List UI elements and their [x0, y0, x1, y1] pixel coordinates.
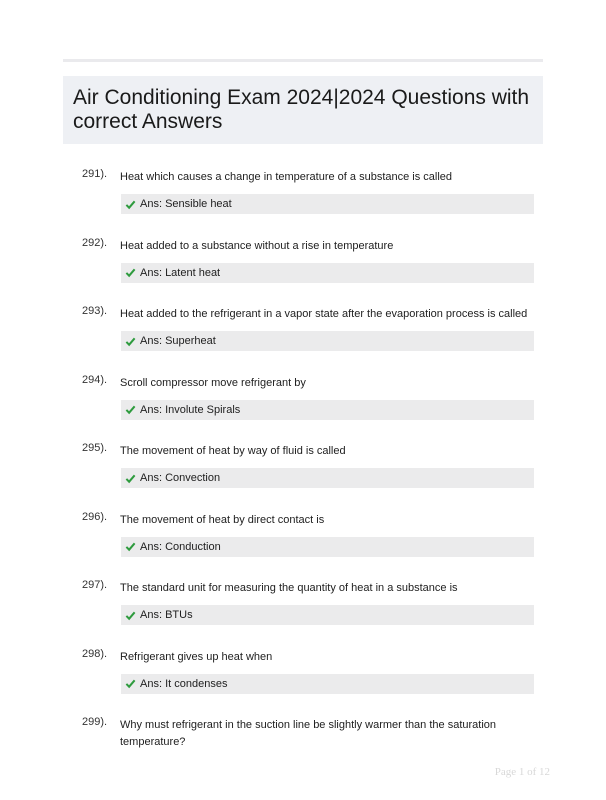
- checkmark-icon: [125, 267, 136, 278]
- question-text: The movement of heat by way of fluid is called: [120, 445, 346, 457]
- answer-text: Ans: Sensible heat: [140, 198, 232, 210]
- question-text: Heat added to the refrigerant in a vapor state after the evaporation process is called: [120, 308, 528, 320]
- answer-box: [121, 331, 534, 351]
- answer-box: [121, 263, 534, 283]
- checkmark-icon: [125, 610, 136, 621]
- answer-text: Ans: Conduction: [140, 540, 221, 553]
- question-list: [0, 166, 606, 783]
- question-text: Refrigerant gives up heat when: [120, 650, 273, 663]
- question-text: Scroll compressor move refrigerant by: [120, 376, 306, 389]
- question-item: [0, 235, 606, 304]
- answer-text: Ans: Involute Spirals: [140, 403, 241, 416]
- answer-box: [121, 194, 534, 214]
- question-number: 292).: [82, 236, 108, 249]
- question-number: 294).: [82, 373, 108, 386]
- question-number: 295).: [82, 442, 108, 454]
- question-text: Heat which causes a change in temperature of a substance is called: [120, 171, 453, 183]
- question-item: [0, 372, 606, 441]
- answer-text: Ans: Superheat: [140, 335, 216, 347]
- question-number: 293).: [82, 305, 108, 317]
- answer-box: [121, 400, 534, 420]
- top-divider: [63, 59, 543, 62]
- question-text: Heat added to a substance without a rise in temperature: [120, 239, 394, 252]
- question-item: [0, 440, 606, 509]
- checkmark-icon: [125, 336, 136, 347]
- checkmark-icon: [125, 541, 136, 552]
- answer-text: Ans: BTUs: [140, 609, 193, 621]
- checkmark-icon: [125, 404, 136, 415]
- document-title: Air Conditioning Exam 2024|2024 Questions with correct Answers: [73, 86, 530, 133]
- checkmark-icon: [125, 199, 136, 210]
- page-indicator: Page 1 of 12: [494, 766, 550, 778]
- question-text: The movement of heat by direct contact is: [120, 513, 325, 526]
- answer-text: Ans: Latent heat: [140, 266, 221, 279]
- question-number: 291).: [82, 168, 108, 180]
- question-number: 299).: [82, 716, 108, 728]
- answer-box: [121, 537, 534, 557]
- checkmark-icon: [125, 678, 136, 689]
- checkmark-icon: [125, 473, 136, 484]
- question-item: [0, 509, 606, 578]
- answer-box: [121, 674, 534, 694]
- title-banner: [63, 76, 543, 144]
- question-item: [0, 166, 606, 235]
- question-text: Why must refrigerant in the suction line be slightly warmer than the saturation temperature?: [120, 719, 497, 748]
- question-text: The standard unit for measuring the quantity of heat in a substance is: [120, 582, 458, 594]
- answer-box: [121, 605, 534, 625]
- answer-text: Ans: It condenses: [140, 677, 228, 690]
- answer-text: Ans: Convection: [140, 472, 221, 484]
- question-item: [0, 646, 606, 715]
- question-number: 298).: [82, 647, 108, 660]
- answer-box: [121, 468, 534, 488]
- question-number: 296).: [82, 510, 108, 523]
- question-item: [0, 577, 606, 646]
- question-number: 297).: [82, 579, 108, 591]
- question-item: [0, 303, 606, 372]
